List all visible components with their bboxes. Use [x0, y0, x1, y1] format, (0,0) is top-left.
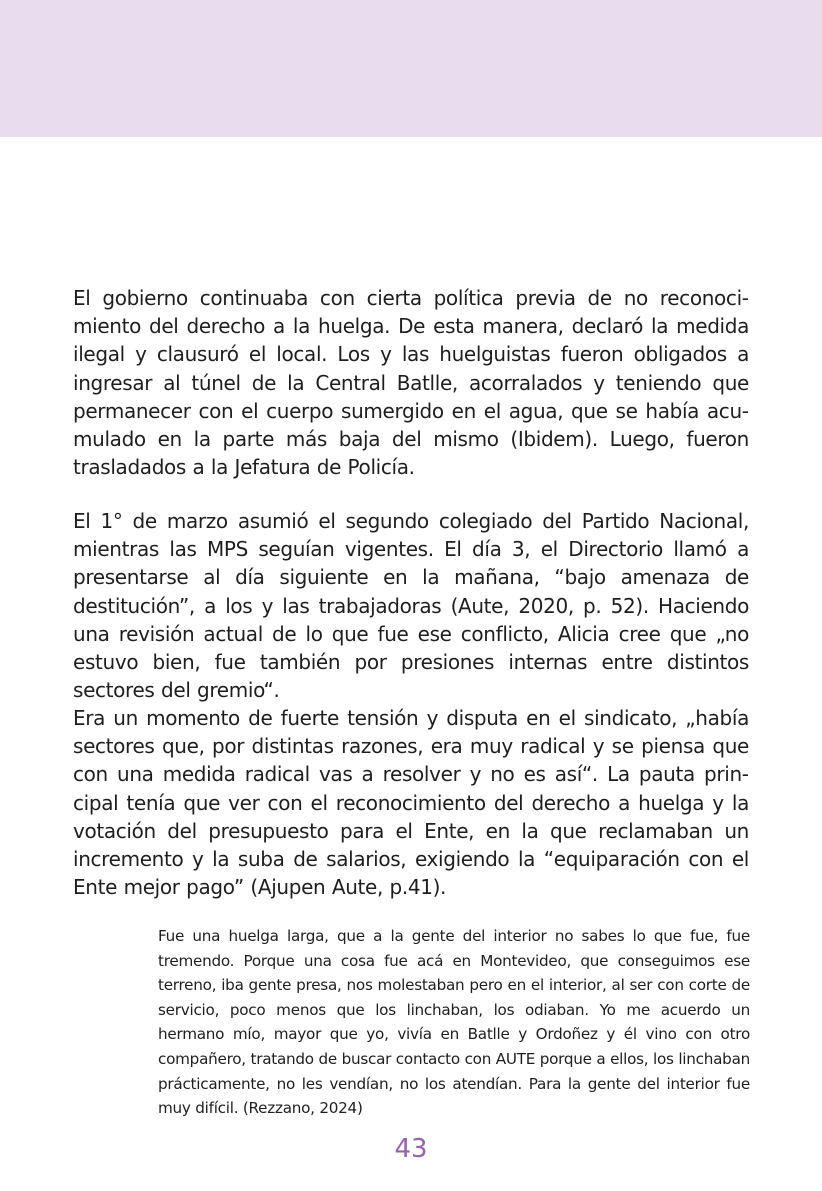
header-band — [0, 0, 822, 137]
page-number: 43 — [394, 1134, 428, 1164]
paragraph: El 1° de marzo asumió el segundo colegiado del Partido Nacional, mientras las MPS seguían vigentes. El día 3, el Directorio llamó a presentarse al día siguiente en la mañana, “bajo amenaza de destitución”, a los y las trabajadoras (Aute, 2020, p. 52). Haciendo una revisión actual de lo que fue ese conflicto, Alicia cree que „no estuvo bien, fue también por presiones internas entre distintos sectores del gremio“. — [73, 509, 749, 703]
paragraph: Era un momento de fuerte tensión y disputa en el sindicato, „había sectores que, por distintas razones, era muy radical y se piensa que con una medida radical vas a resolver y no es así“. La pauta principal tenía que ver con el reconocimiento del derecho a huelga y la votación del presupuesto para el Ente, en la que reclamaban un incremento y la suba de salarios, exigiendo la “equiparación con el Ente mejor pago” (Ajupen Aute, p.41). — [73, 706, 749, 900]
paragraph: El gobierno continuaba con cierta política previa de no reconocimiento del derecho a la huelga. De esta manera, declaró la medida ilegal y clausuró el local. Los y las huelguistas fueron obligados a ingresar al túnel de la Central Batlle, acorralados y teniendo que permanecer con el cuerpo sumergido en el agua, que se había acumulado en la parte más baja del mismo (Ibidem). Luego, fueron trasladados a la Jefatura de Policía. — [73, 286, 749, 480]
block-quote: Fue una huelga larga, que a la gente del interior no sabes lo que fue, fue tremendo. Porque una cosa fue acá en Montevideo, que conseguimos ese terreno, iba gente presa, nos molestaban pero en el interior, al ser con corte de servicio, poco menos que los linchaban, los odiaban. Yo me acuerdo un hermano mío, mayor que yo, vivía en Batlle y Ordoñez y él vino con otro compañero, tratando de buscar contacto con AUTE porque a ellos, los linchaban prácticamente, no les vendían, no los atendían. Para la gente del interior fue muy difícil. (Rezzano, 2024) — [158, 927, 750, 1118]
